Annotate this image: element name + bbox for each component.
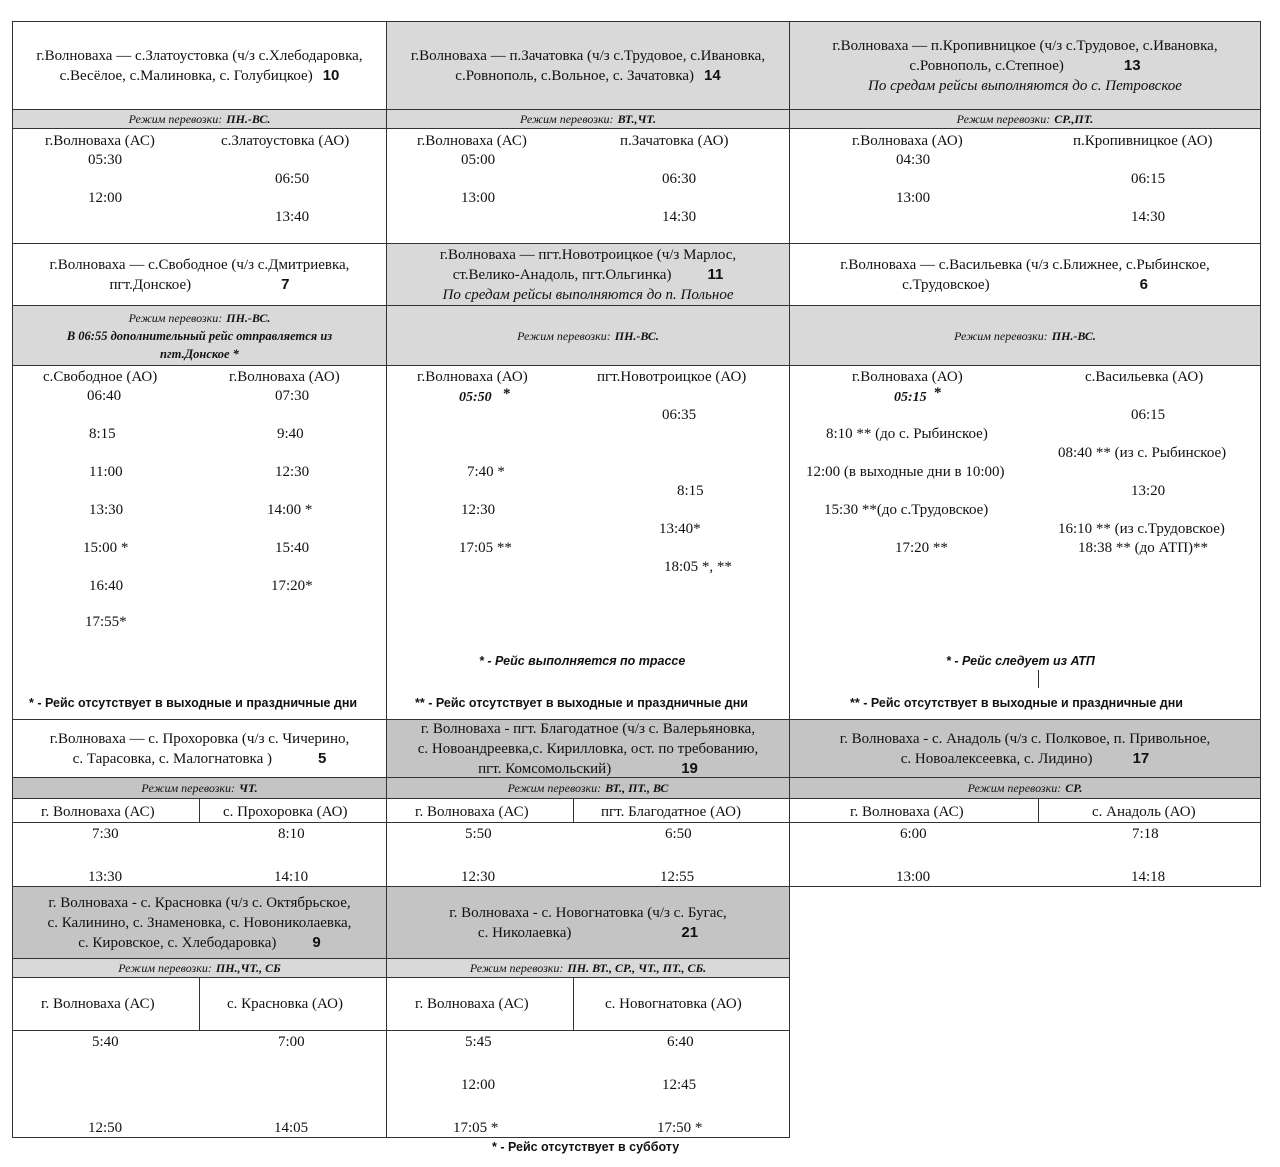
route-5-mode [12, 777, 387, 799]
route-11-from-stop: г.Волноваха (АО) [417, 369, 528, 385]
route-7-time: 06:40 [87, 388, 122, 404]
route-9-time: 14:05 [274, 1120, 309, 1136]
route-7-title-line2: пгт.Донское) [109, 276, 192, 293]
divider [387, 822, 789, 823]
route-17-time: 6:00 [900, 826, 927, 842]
mode-value: ПН.-ВС. [226, 112, 271, 126]
route-10-to-stop: с.Златоустовка (АО) [221, 133, 350, 149]
route-5-time: 8:10 [278, 826, 305, 842]
route-14-time: 14:30 [662, 209, 697, 225]
route-14-time: 13:00 [461, 190, 496, 206]
route-21-number: 21 [681, 923, 699, 941]
route-10-schedule [12, 128, 387, 244]
route-10-title-line2: с.Весёлое, с.Малиновка, с. Голубицкое) [59, 67, 313, 84]
route-17-to-stop: с. Анадоль (АО) [1092, 804, 1196, 820]
route-13-mode [789, 109, 1261, 129]
route-5-schedule [12, 798, 387, 887]
mode-label: Режим перевозки: [517, 328, 611, 343]
route-13-number: 13 [1123, 56, 1141, 74]
route-13-time: 04:30 [896, 152, 931, 168]
divider [1038, 799, 1039, 822]
route-11-footnote-2: ** - Рейс отсутствует в выходные и праздничные дни [415, 696, 748, 710]
route-6-time: 06:15 [1131, 407, 1166, 423]
route-6-header [789, 243, 1261, 306]
route-13-note: По средам рейсы выполняются до с. Петровское [868, 77, 1182, 94]
mode-value: ПН.-ВС. [1051, 328, 1096, 343]
mode-label: Режим перевозки: [954, 328, 1048, 343]
route-7-time: 14:00 * [267, 502, 313, 518]
route-6-time: 18:38 ** (до АТП)** [1078, 540, 1209, 556]
route-19-mode [386, 777, 790, 799]
divider [199, 799, 200, 822]
route-10-time: 05:30 [88, 152, 123, 168]
route-21-time: 6:40 [667, 1034, 694, 1050]
route-17-number: 17 [1132, 749, 1150, 767]
route-5-title-line1: г.Волноваха — с. Прохоровка (ч/з с. Чичерино, [49, 730, 350, 747]
route-6-mode [789, 305, 1261, 366]
route-7-mode [12, 305, 387, 366]
route-14-time: 05:00 [461, 152, 496, 168]
route-7-header [12, 243, 387, 306]
route-14-header [386, 21, 790, 110]
route-5-time: 7:30 [92, 826, 119, 842]
mode-label: Режим перевозки: [469, 961, 564, 975]
divider [199, 978, 200, 1030]
route-10-time: 13:40 [275, 209, 310, 225]
route-6-time-first: 05:15 [894, 390, 927, 405]
route-11-schedule [386, 365, 790, 720]
route-21-time: 17:50 * [657, 1120, 703, 1136]
route-7-time: 8:15 [89, 426, 116, 442]
mode-label: Режим перевозки: [519, 112, 614, 126]
route-6-number: 6 [1139, 275, 1148, 293]
route-21-time: 12:00 [461, 1077, 496, 1093]
route-11-time: 06:35 [662, 407, 697, 423]
route-17-title-line2: с. Новоалексеевка, с. Лидино) [900, 750, 1093, 767]
route-21-schedule [386, 977, 790, 1138]
route-7-time: 12:30 [275, 464, 310, 480]
mode-label: Режим перевозки: [956, 112, 1051, 126]
route-17-schedule [789, 798, 1261, 887]
route-9-time: 12:50 [88, 1120, 123, 1136]
divider [13, 822, 386, 823]
route-6-time-first-mark: * [934, 385, 942, 401]
route-17-header [789, 719, 1261, 778]
route-11-number: 11 [707, 265, 724, 283]
route-7-time: 16:40 [89, 578, 124, 594]
mode-value: ВТ., ПТ., ВС [605, 781, 669, 795]
route-9-title-line1: г. Волноваха - с. Красновка (ч/з с. Октябрьское, [48, 894, 351, 911]
route-13-to-stop: п.Кропивницкое (АО) [1073, 133, 1213, 149]
mode-value: СР.,ПТ. [1054, 112, 1094, 126]
route-9-to-stop: с. Красновка (АО) [227, 996, 343, 1012]
mode-value: СР. [1065, 781, 1083, 795]
route-19-time: 6:50 [665, 826, 692, 842]
route-7-time: 15:40 [275, 540, 310, 556]
route-10-time: 06:50 [275, 171, 310, 187]
route-7-title-line1: г.Волноваха — с.Свободное (ч/з с.Дмитриевка, [49, 256, 350, 273]
route-6-time: 12:00 (в выходные дни в 10:00) [806, 464, 1005, 480]
divider [387, 1030, 789, 1031]
route-13-time: 06:15 [1131, 171, 1166, 187]
route-19-number: 19 [681, 759, 698, 777]
route-7-time: 15:00 * [83, 540, 129, 556]
route-17-time: 7:18 [1132, 826, 1159, 842]
route-19-header [386, 719, 790, 778]
route-11-time-first: 05:50 [459, 390, 492, 405]
mode-label: Режим перевозки: [118, 961, 212, 975]
divider [1038, 670, 1039, 688]
route-14-number: 14 [704, 66, 721, 84]
route-21-to-stop: с. Новогнатовка (АО) [605, 996, 742, 1012]
route-14-title-line2: с.Ровнополь, с.Вольное, с. Зачатовка) [455, 67, 695, 84]
route-10-time: 12:00 [88, 190, 123, 206]
route-9-mode [12, 958, 387, 978]
route-21-mode [386, 958, 790, 978]
route-5-time: 13:30 [88, 869, 123, 885]
route-19-title-line2: с. Новоандреевка,с. Кирилловка, ост. по требованию, [417, 740, 759, 757]
route-11-mode [386, 305, 790, 366]
route-14-to-stop: п.Зачатовка (АО) [620, 133, 729, 149]
route-14-mode [386, 109, 790, 129]
route-11-time: 12:30 [461, 502, 496, 518]
route-19-from-stop: г. Волноваха (АС) [415, 804, 529, 820]
route-19-title-line3: пгт. Комсомольский) [478, 760, 612, 777]
route-9-schedule [12, 977, 387, 1138]
route-21-header [386, 886, 790, 959]
route-10-number: 10 [322, 66, 340, 84]
route-6-from-stop: г.Волноваха (АО) [852, 369, 963, 385]
route-17-time: 14:18 [1131, 869, 1166, 885]
route-10-title-line1: г.Волноваха — с.Златоустовка (ч/з с.Хлебодаровка, [36, 47, 363, 64]
route-7-time: 07:30 [275, 388, 310, 404]
route-19-time: 5:50 [465, 826, 492, 842]
route-21-title-line2: с. Николаевка) [477, 924, 572, 941]
route-21-footnote: * - Рейс отсутствует в субботу [492, 1140, 680, 1154]
route-11-footnote-1: * - Рейс выполняется по трассе [479, 654, 686, 668]
route-9-from-stop: г. Волноваха (АС) [41, 996, 155, 1012]
mode-value: ПН. ВТ., СР., ЧТ., ПТ., СБ. [567, 961, 707, 975]
route-17-from-stop: г. Волноваха (АС) [850, 804, 964, 820]
mode-label: Режим перевозки: [141, 781, 236, 795]
route-9-title-line3: с. Кировское, с. Хлебодаровка) [78, 934, 277, 951]
route-13-title-line2: с.Ровнополь, с.Степное) [909, 57, 1064, 74]
route-9-title-line2: с. Калинино, с. Знаменовка, с. Новониколаевка, [47, 914, 352, 931]
mode-label: Режим перевозки: [507, 781, 602, 795]
mode-label: Режим перевозки: [967, 781, 1062, 795]
route-19-time: 12:55 [660, 869, 695, 885]
route-13-header [789, 21, 1261, 110]
route-7-to-stop: г.Волноваха (АО) [229, 369, 340, 385]
route-7-footnote: * - Рейс отсутствует в выходные и праздничные дни [29, 696, 358, 710]
route-21-from-stop: г. Волноваха (АС) [415, 996, 529, 1012]
route-11-note: По средам рейсы выполняются до п. Польное [442, 286, 734, 303]
route-11-time: 18:05 *, ** [664, 559, 732, 575]
route-7-time: 17:55* [85, 614, 127, 630]
route-9-number: 9 [312, 933, 321, 951]
route-6-time: 08:40 ** (из с. Рыбинское) [1058, 445, 1227, 461]
route-11-title-line1: г.Волноваха — пгт.Новотроицкое (ч/з Марлос, [439, 246, 737, 263]
route-17-mode [789, 777, 1261, 799]
route-11-time: 7:40 * [467, 464, 505, 480]
route-17-time: 13:00 [896, 869, 931, 885]
route-5-to-stop: с. Прохоровка (АО) [223, 804, 348, 820]
route-7-time: 11:00 [89, 464, 123, 480]
route-9-time: 7:00 [278, 1034, 305, 1050]
route-7-number: 7 [281, 275, 290, 293]
route-21-time: 12:45 [662, 1077, 697, 1093]
route-11-time-first-mark: * [503, 386, 511, 402]
route-11-to-stop: пгт.Новотроицкое (АО) [597, 369, 747, 385]
route-11-time: 13:40* [659, 521, 701, 537]
route-6-title-line1: г.Волноваха — с.Васильевка (ч/з с.Ближнее, с.Рыбинское, [840, 256, 1210, 273]
divider [13, 1030, 386, 1031]
route-10-mode [12, 109, 387, 129]
route-7-mode-note-line1: В 06:55 дополнительный рейс отправляется из [66, 328, 333, 343]
mode-label: Режим перевозки: [128, 310, 223, 325]
route-11-time: 17:05 ** [459, 540, 512, 556]
route-5-title-line2: с. Тарасовка, с. Малогнатовка ) [72, 750, 272, 767]
route-13-time: 14:30 [1131, 209, 1166, 225]
mode-value: ВТ.,ЧТ. [617, 112, 657, 126]
route-9-time: 5:40 [92, 1034, 119, 1050]
divider [790, 822, 1260, 823]
route-14-schedule [386, 128, 790, 244]
mode-value: ПН.-ВС. [226, 310, 271, 325]
route-5-time: 14:10 [274, 869, 309, 885]
route-10-from-stop: г.Волноваха (АС) [45, 133, 155, 149]
mode-value: ЧТ. [239, 781, 258, 795]
route-11-title-line2: ст.Велико-Анадоль, пгт.Ольгинка) [452, 266, 672, 283]
route-14-time: 06:30 [662, 171, 697, 187]
divider [573, 799, 574, 822]
route-19-time: 12:30 [461, 869, 496, 885]
route-7-time: 17:20* [271, 578, 313, 594]
route-7-from-stop: с.Свободное (АО) [43, 369, 158, 385]
route-21-title-line1: г. Волноваха - с. Новогнатовка (ч/з с. Бугас, [449, 904, 727, 921]
route-5-header [12, 719, 387, 778]
route-21-time: 5:45 [465, 1034, 492, 1050]
mode-value: ПН.-ВС. [614, 328, 659, 343]
mode-value: ПН.,ЧТ., СБ [215, 961, 281, 975]
route-7-time: 9:40 [277, 426, 304, 442]
route-14-from-stop: г.Волноваха (АС) [417, 133, 527, 149]
route-13-title-line1: г.Волноваха — п.Кропивницкое (ч/з с.Трудовое, с.Ивановка, [832, 37, 1218, 54]
route-6-footnote-1: * - Рейс следует из АТП [946, 654, 1095, 668]
route-13-from-stop: г.Волноваха (АО) [852, 133, 963, 149]
route-5-from-stop: г. Волноваха (АС) [41, 804, 155, 820]
route-19-title-line1: г. Волноваха - пгт. Благодатное (ч/з с. Валерьяновка, [420, 720, 756, 737]
route-13-time: 13:00 [896, 190, 931, 206]
route-6-schedule [789, 365, 1261, 720]
route-6-title-line2: с.Трудовское) [902, 276, 990, 293]
route-6-time: 13:20 [1131, 483, 1166, 499]
route-5-number: 5 [318, 749, 327, 767]
route-13-schedule [789, 128, 1261, 244]
route-14-title-line1: г.Волноваха — п.Зачатовка (ч/з с.Трудовое, с.Ивановка, [410, 47, 766, 64]
route-7-mode-note-line2: пгт.Донское * [160, 346, 239, 361]
divider [573, 978, 574, 1030]
route-6-time: 16:10 ** (из с.Трудовское) [1058, 521, 1225, 537]
mode-label: Режим перевозки: [128, 112, 223, 126]
route-6-time: 15:30 **(до с.Трудовское) [824, 502, 989, 518]
route-9-header [12, 886, 387, 959]
route-6-footnote-2: ** - Рейс отсутствует в выходные и праздничные дни [850, 696, 1183, 710]
route-7-time: 13:30 [89, 502, 124, 518]
route-11-header [386, 243, 790, 306]
route-17-title-line1: г. Волноваха - с. Анадоль (ч/з с. Полковое, п. Привольное, [839, 730, 1211, 747]
route-19-to-stop: пгт. Благодатное (АО) [601, 804, 741, 820]
route-6-time: 17:20 ** [895, 540, 948, 556]
route-10-header [12, 21, 387, 110]
route-19-schedule [386, 798, 790, 887]
route-21-time: 17:05 * [453, 1120, 499, 1136]
route-6-to-stop: с.Васильевка (АО) [1085, 369, 1204, 385]
route-11-time: 8:15 [677, 483, 704, 499]
route-6-time: 8:10 ** (до с. Рыбинское) [826, 426, 988, 442]
route-7-schedule [12, 365, 387, 720]
